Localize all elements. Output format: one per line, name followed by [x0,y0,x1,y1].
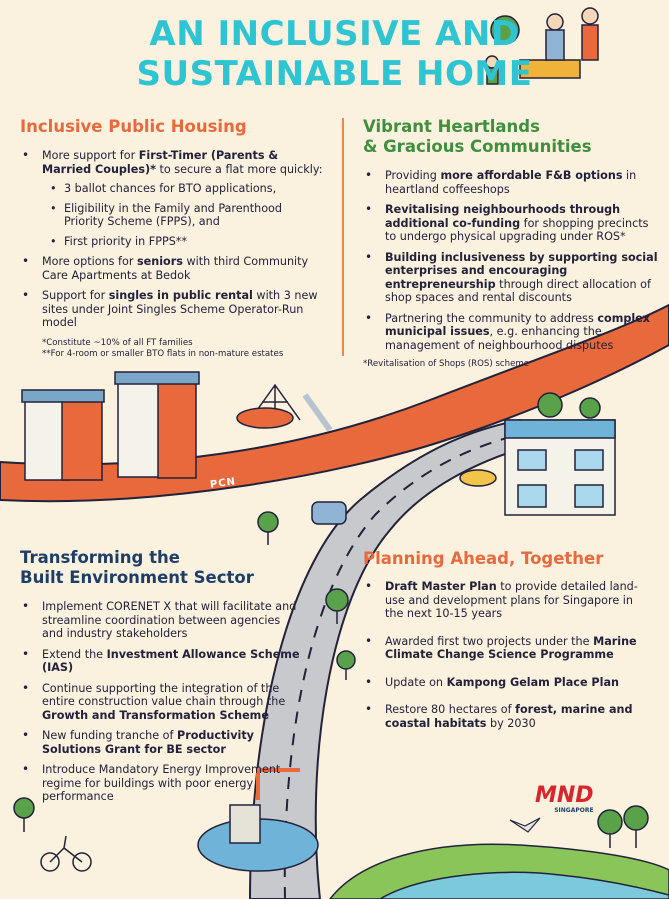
mnd-logo: MND SINGAPORE [535,783,594,814]
housing-notes: *Constitute ~10% of all FT families **For 4-room or smaller BTO flats in non-mature estates [42,337,284,359]
built-bullet-4: • New funding tranche of Productivity Solutions Grant for BE sector [20,729,300,756]
planning-bullet-4: • Restore 80 hectares of forest, marine and coastal habitats by 2030 [363,703,653,730]
planning-heading: Planning Ahead, Together [363,549,604,568]
heartlands-bullet-1: • Providing more affordable F&B options in heartland coffeeshops [363,169,658,196]
heartlands-note: *Revitalisation of Shops (ROS) scheme [363,359,530,369]
planning-bullet-1: • Draft Master Plan to provide detailed land-use and development plans for Singapore in the next 10-15 years [363,580,653,621]
heartlands-bullet-2: • Revitalising neighbourhoods through additional co-funding for shopping precincts to undergo physical upgrading under ROS* [363,203,658,244]
heartlands-heading: Vibrant Heartlands & Gracious Communities [363,117,592,156]
housing-sub-1: • 3 ballot chances for BTO applications, [42,182,325,196]
planning-bullet-2: • Awarded first two projects under the Marine Climate Change Science Programme [363,635,653,662]
housing-sub-3: • First priority in FPPS** [42,235,325,249]
built-bullet-3: • Continue supporting the integration of the entire construction value chain through the Growth and Transformation Scheme [20,682,300,723]
section-built [20,548,300,811]
housing-bullet-2: • More options for seniors with third Community Care Apartments at Bedok [20,255,325,282]
page-title: AN INCLUSIVE AND SUSTAINABLE HOME [136,14,533,94]
column-divider [342,118,344,356]
housing-bullet-1: • More support for First-Timer (Parents & Married Couples)* to secure a flat more quickly: • 3 ballot chances for BTO applications, • Eligibility in the Family and Parenthood Priority Scheme (FPPS), and • First priority in FPPS** [20,149,325,248]
housing-heading: Inclusive Public Housing [20,117,247,136]
built-bullet-5: • Introduce Mandatory Energy Improvement regime for buildings with poor energy performance [20,763,300,804]
section-heartlands [363,117,658,370]
heartlands-bullet-3: • Building inclusiveness by supporting social enterprises and encouraging entrepreneurship through direct allocation of shop spaces and rental discounts [363,251,658,305]
planning-bullet-3: • Update on Kampong Gelam Place Plan [363,676,653,690]
built-bullet-2: • Extend the Investment Allowance Scheme (IAS) [20,648,300,675]
built-bullet-1: • Implement CORENET X that will facilitate and streamline coordination between agencies and industry stakeholders [20,600,300,641]
housing-sub-2: • Eligibility in the Family and Parenthood Priority Scheme (FPPS), and [42,202,325,229]
built-heading: Transforming the Built Environment Sector [20,548,254,587]
pcn-label: PCN [209,476,237,491]
heartlands-bullet-4: • Partnering the community to address complex municipal issues, e.g. enhancing the management of neighbourhood disputes [363,312,658,353]
housing-bullet-3: • Support for singles in public rental with 3 new sites under Joint Singles Scheme Operator-Run model [20,289,325,330]
section-planning [363,549,653,737]
section-housing [20,117,325,360]
